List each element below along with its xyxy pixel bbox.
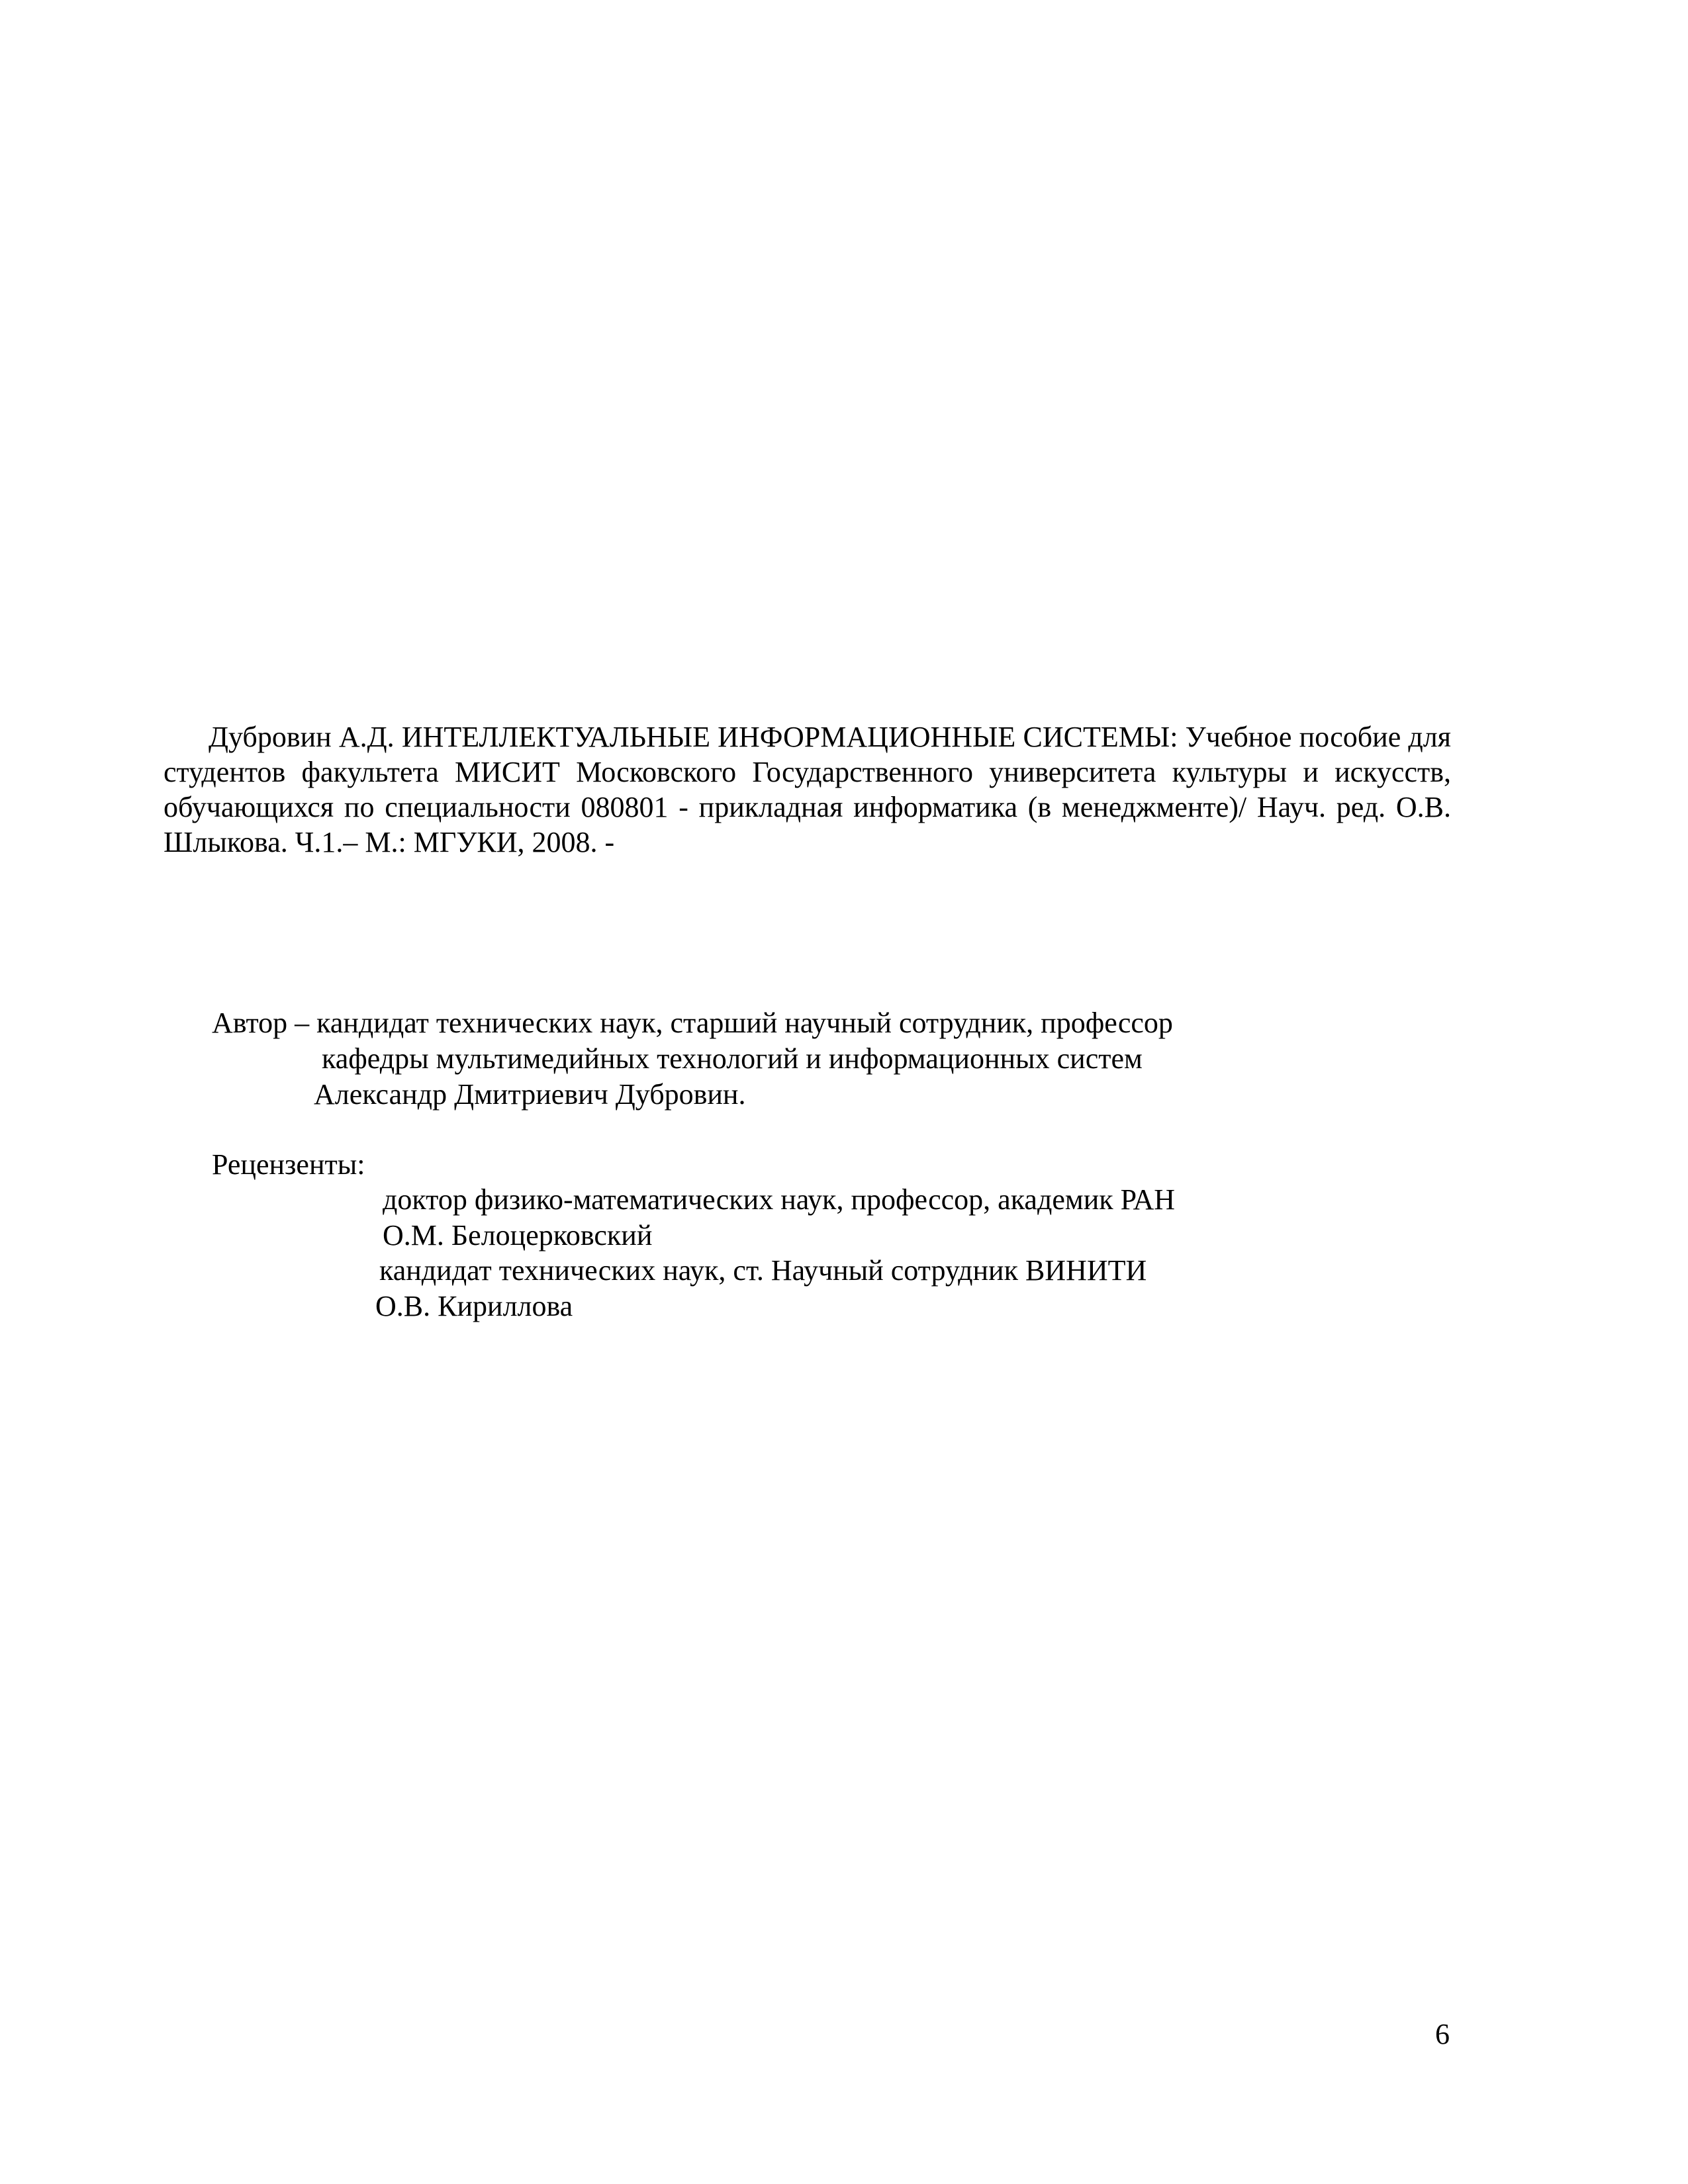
bibliographic-entry: Дубровин А.Д. ИНТЕЛЛЕКТУАЛЬНЫЕ ИНФОРМАЦИОННЫЕ СИСТЕМЫ: Учебное пособие для студентов факультета МИСИТ Московского Государственного университета культуры и искусств, обучающихся по специальности 080801 - прикладная информатика (в менеджменте)/ Науч. ред. О.В. Шлыкова. Ч.1.– М.: МГУКИ, 2008. -	[164, 721, 1451, 858]
author-line-3: Александр Дмитриевич Дубровин.	[314, 1078, 746, 1111]
reviewer-1-title: доктор физико-математических наук, профессор, академик РАН	[383, 1183, 1176, 1216]
reviewer-2-name: О.В. Кириллова	[375, 1290, 573, 1322]
reviewers-heading: Рецензенты:	[212, 1148, 365, 1181]
author-line-1: Автор – кандидат технических наук, старший научный сотрудник, профессор	[212, 1007, 1173, 1039]
author-line-2: кафедры мультимедийных технологий и информационных систем	[322, 1042, 1143, 1075]
reviewer-2-title: кандидат технических наук, ст. Научный сотрудник ВИНИТИ	[379, 1254, 1147, 1287]
reviewer-1-name: О.М. Белоцерковский	[383, 1219, 653, 1251]
page-number: 6	[1435, 2018, 1450, 2050]
